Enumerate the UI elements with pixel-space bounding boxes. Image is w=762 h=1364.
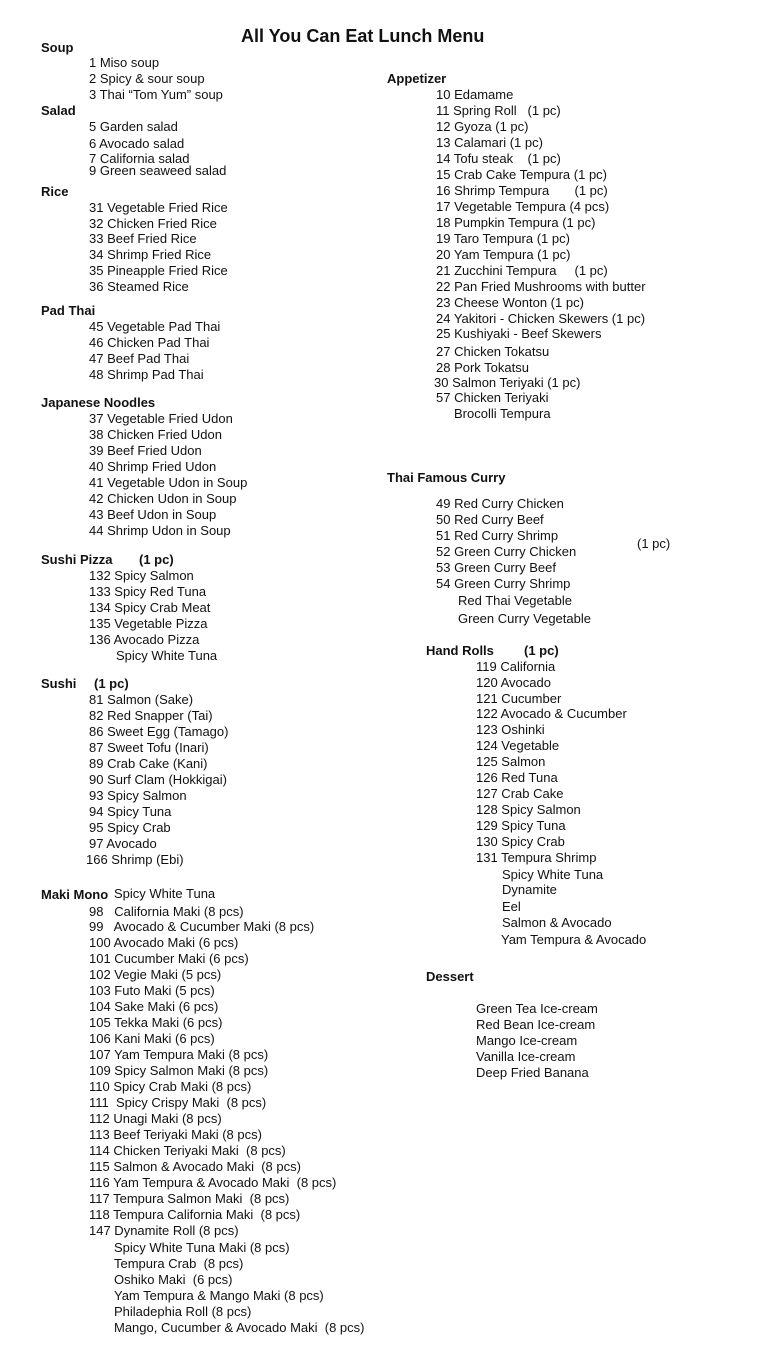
section-heading-appetizer: Appetizer bbox=[387, 71, 447, 86]
menu-item: Yam Tempura & Mango Maki (8 pcs) bbox=[114, 1288, 324, 1303]
menu-item: 51 Red Curry Shrimp bbox=[436, 528, 559, 543]
menu-item: 102 Vegie Maki (5 pcs) bbox=[89, 967, 222, 982]
menu-item: 112 Unagi Maki (8 pcs) bbox=[89, 1111, 222, 1126]
menu-item: 28 Pork Tokatsu bbox=[436, 360, 529, 375]
menu-item: 121 Cucumber bbox=[476, 691, 562, 706]
section-heading-hand-rolls: Hand Rolls bbox=[426, 643, 494, 658]
menu-item: 44 Shrimp Udon in Soup bbox=[89, 523, 231, 538]
menu-item: Red Bean Ice-cream bbox=[476, 1017, 596, 1032]
menu-item: 113 Beef Teriyaki Maki (8 pcs) bbox=[89, 1127, 262, 1142]
menu-item: 17 Vegetable Tempura (4 pcs) bbox=[436, 199, 610, 214]
menu-item: 131 Tempura Shrimp bbox=[476, 850, 597, 865]
menu-item: 54 Green Curry Shrimp bbox=[436, 576, 571, 591]
menu-item: 126 Red Tuna bbox=[476, 770, 558, 785]
menu-item: 15 Crab Cake Tempura (1 pc) bbox=[436, 167, 608, 182]
menu-item: Deep Fried Banana bbox=[476, 1065, 589, 1080]
menu-item: 45 Vegetable Pad Thai bbox=[89, 319, 221, 334]
section-heading-rice: Rice bbox=[41, 184, 69, 199]
menu-item: 52 Green Curry Chicken bbox=[436, 544, 577, 559]
menu-item: 117 Tempura Salmon Maki (8 pcs) bbox=[89, 1191, 290, 1206]
menu-item: 30 Salmon Teriyaki (1 pc) bbox=[434, 375, 581, 390]
menu-item: 33 Beef Fried Rice bbox=[89, 231, 197, 246]
curry-note: (1 pc) bbox=[637, 536, 671, 551]
menu-item: 87 Sweet Tofu (Inari) bbox=[89, 740, 209, 755]
menu-item: 114 Chicken Teriyaki Maki (8 pcs) bbox=[89, 1143, 286, 1158]
menu-item: Green Tea Ice-cream bbox=[476, 1001, 598, 1016]
menu-item: 136 Avocado Pizza bbox=[89, 632, 200, 647]
menu-item: 5 Garden salad bbox=[89, 119, 178, 134]
section-heading-maki-mono: Maki Mono bbox=[41, 887, 109, 902]
menu-item: 10 Edamame bbox=[436, 87, 514, 102]
section-heading-japanese-noodles: Japanese Noodles bbox=[41, 395, 156, 410]
menu-item: 166 Shrimp (Ebi) bbox=[86, 852, 184, 867]
menu-item: 9 Green seaweed salad bbox=[89, 163, 227, 178]
menu-item: 47 Beef Pad Thai bbox=[89, 351, 190, 366]
menu-item: 99 Avocado & Cucumber Maki (8 pcs) bbox=[89, 919, 315, 934]
menu-item: 39 Beef Fried Udon bbox=[89, 443, 202, 458]
menu-item: 81 Salmon (Sake) bbox=[89, 692, 194, 707]
menu-item: 147 Dynamite Roll (8 pcs) bbox=[89, 1223, 239, 1238]
menu-item: Yam Tempura & Avocado bbox=[501, 932, 647, 947]
section-heading-thai-curry: Thai Famous Curry bbox=[387, 470, 506, 485]
menu-item: 43 Beef Udon in Soup bbox=[89, 507, 217, 522]
menu-item: 93 Spicy Salmon bbox=[89, 788, 187, 803]
menu-item: 14 Tofu steak (1 pc) bbox=[436, 151, 561, 166]
menu-item: 132 Spicy Salmon bbox=[89, 568, 194, 583]
section-heading-sushi-pizza: Sushi Pizza bbox=[41, 552, 113, 567]
menu-item: 31 Vegetable Fried Rice bbox=[89, 200, 228, 215]
menu-item: 97 Avocado bbox=[89, 836, 157, 851]
menu-item: 22 Pan Fried Mushrooms with butter bbox=[436, 279, 646, 294]
menu-item: 16 Shrimp Tempura (1 pc) bbox=[436, 183, 608, 198]
section-note-sushi: (1 pc) bbox=[94, 676, 129, 691]
menu-item: 57 Chicken Teriyaki bbox=[436, 390, 549, 405]
menu-item: 100 Avocado Maki (6 pcs) bbox=[89, 935, 239, 950]
menu-item: Tempura Crab (8 pcs) bbox=[114, 1256, 244, 1271]
menu-item: 116 Yam Tempura & Avocado Maki (8 pcs) bbox=[89, 1175, 337, 1190]
menu-item: 21 Zucchini Tempura (1 pc) bbox=[436, 263, 608, 278]
menu-item: 120 Avocado bbox=[476, 675, 551, 690]
menu-item: Spicy White Tuna bbox=[114, 886, 216, 901]
menu-item: 7 California salad bbox=[89, 151, 190, 166]
menu-title: All You Can Eat Lunch Menu bbox=[241, 26, 485, 46]
menu-item: Oshiko Maki (6 pcs) bbox=[114, 1272, 233, 1287]
menu-item: 104 Sake Maki (6 pcs) bbox=[89, 999, 219, 1014]
section-note-hand-rolls: (1 pc) bbox=[524, 643, 559, 658]
menu-item: 94 Spicy Tuna bbox=[89, 804, 172, 819]
menu-item: Mango, Cucumber & Avocado Maki (8 pcs) bbox=[114, 1320, 365, 1335]
menu-item: Philadephia Roll (8 pcs) bbox=[114, 1304, 252, 1319]
menu-item: 27 Chicken Tokatsu bbox=[436, 344, 550, 359]
section-heading-salad: Salad bbox=[41, 103, 76, 118]
menu-item: 24 Yakitori - Chicken Skewers (1 pc) bbox=[436, 311, 646, 326]
menu-item: 105 Tekka Maki (6 pcs) bbox=[89, 1015, 223, 1030]
section-heading-dessert: Dessert bbox=[426, 969, 474, 984]
menu-item: 38 Chicken Fried Udon bbox=[89, 427, 222, 442]
menu-item: 124 Vegetable bbox=[476, 738, 560, 753]
menu-item: 98 California Maki (8 pcs) bbox=[89, 904, 244, 919]
menu-item: 129 Spicy Tuna bbox=[476, 818, 566, 833]
menu-item: 3 Thai “Tom Yum” soup bbox=[89, 87, 223, 102]
menu-item: 119 California bbox=[476, 659, 556, 674]
menu-item: Spicy White Tuna bbox=[502, 867, 604, 882]
menu-item: 46 Chicken Pad Thai bbox=[89, 335, 210, 350]
menu-item: 118 Tempura California Maki (8 pcs) bbox=[89, 1207, 301, 1222]
menu-item: 122 Avocado & Cucumber bbox=[476, 706, 627, 721]
menu-item: 11 Spring Roll (1 pc) bbox=[436, 103, 561, 118]
menu-item: Red Thai Vegetable bbox=[458, 593, 572, 608]
menu-item: 103 Futo Maki (5 pcs) bbox=[89, 983, 215, 998]
menu-item: 37 Vegetable Fried Udon bbox=[89, 411, 233, 426]
menu-item: 110 Spicy Crab Maki (8 pcs) bbox=[89, 1079, 252, 1094]
menu-item: Salmon & Avocado bbox=[502, 915, 612, 930]
menu-item: 127 Crab Cake bbox=[476, 786, 564, 801]
menu-item: 111 Spicy Crispy Maki (8 pcs) bbox=[89, 1095, 267, 1110]
menu-item: 40 Shrimp Fried Udon bbox=[89, 459, 217, 474]
menu-item: 125 Salmon bbox=[476, 754, 546, 769]
menu-item: 82 Red Snapper (Tai) bbox=[89, 708, 213, 723]
menu-item: 89 Crab Cake (Kani) bbox=[89, 756, 208, 771]
menu-item: 19 Taro Tempura (1 pc) bbox=[436, 231, 570, 246]
menu-item: 12 Gyoza (1 pc) bbox=[436, 119, 529, 134]
menu-item: 23 Cheese Wonton (1 pc) bbox=[436, 295, 584, 310]
menu-item: 1 Miso soup bbox=[89, 55, 160, 70]
menu-item: Eel bbox=[502, 899, 521, 914]
menu-item: 109 Spicy Salmon Maki (8 pcs) bbox=[89, 1063, 269, 1078]
section-note-sushi-pizza: (1 pc) bbox=[139, 552, 174, 567]
menu-item: 36 Steamed Rice bbox=[89, 279, 189, 294]
menu-item: 134 Spicy Crab Meat bbox=[89, 600, 211, 615]
menu-item: 133 Spicy Red Tuna bbox=[89, 584, 207, 599]
menu-item: 13 Calamari (1 pc) bbox=[436, 135, 543, 150]
menu-item: 53 Green Curry Beef bbox=[436, 560, 556, 575]
menu-item: 123 Oshinki bbox=[476, 722, 545, 737]
menu-item: Green Curry Vegetable bbox=[458, 611, 591, 626]
menu-item: 20 Yam Tempura (1 pc) bbox=[436, 247, 571, 262]
menu-item: 135 Vegetable Pizza bbox=[89, 616, 208, 631]
menu-item: 35 Pineapple Fried Rice bbox=[89, 263, 228, 278]
menu-item: Brocolli Tempura bbox=[454, 406, 551, 421]
menu-item: Mango Ice-cream bbox=[476, 1033, 578, 1048]
section-heading-pad-thai: Pad Thai bbox=[41, 303, 96, 318]
menu-item: 101 Cucumber Maki (6 pcs) bbox=[89, 951, 249, 966]
section-heading-sushi: Sushi bbox=[41, 676, 77, 691]
menu-item: 6 Avocado salad bbox=[89, 136, 185, 151]
menu-item: 18 Pumpkin Tempura (1 pc) bbox=[436, 215, 596, 230]
menu-item: 95 Spicy Crab bbox=[89, 820, 171, 835]
section-heading-soup: Soup bbox=[41, 40, 74, 55]
menu-item: 130 Spicy Crab bbox=[476, 834, 565, 849]
menu-item: 32 Chicken Fried Rice bbox=[89, 216, 217, 231]
menu-item: Dynamite bbox=[502, 882, 557, 897]
menu-item: 25 Kushiyaki - Beef Skewers bbox=[436, 326, 602, 341]
menu-item: Vanilla Ice-cream bbox=[476, 1049, 576, 1064]
menu-item: 49 Red Curry Chicken bbox=[436, 496, 564, 511]
menu-item: 86 Sweet Egg (Tamago) bbox=[89, 724, 229, 739]
menu-item: Spicy White Tuna Maki (8 pcs) bbox=[114, 1240, 290, 1255]
menu-item: 48 Shrimp Pad Thai bbox=[89, 367, 204, 382]
menu-item: 106 Kani Maki (6 pcs) bbox=[89, 1031, 215, 1046]
menu-item: 90 Surf Clam (Hokkigai) bbox=[89, 772, 227, 787]
menu-item: 115 Salmon & Avocado Maki (8 pcs) bbox=[89, 1159, 301, 1174]
menu-item: 128 Spicy Salmon bbox=[476, 802, 581, 817]
menu-item: 42 Chicken Udon in Soup bbox=[89, 491, 237, 506]
menu-item: 41 Vegetable Udon in Soup bbox=[89, 475, 248, 490]
menu-item: 50 Red Curry Beef bbox=[436, 512, 544, 527]
menu-item: 107 Yam Tempura Maki (8 pcs) bbox=[89, 1047, 269, 1062]
menu-item: 34 Shrimp Fried Rice bbox=[89, 247, 212, 262]
menu-item: 2 Spicy & sour soup bbox=[89, 71, 205, 86]
menu-item: Spicy White Tuna bbox=[116, 648, 218, 663]
